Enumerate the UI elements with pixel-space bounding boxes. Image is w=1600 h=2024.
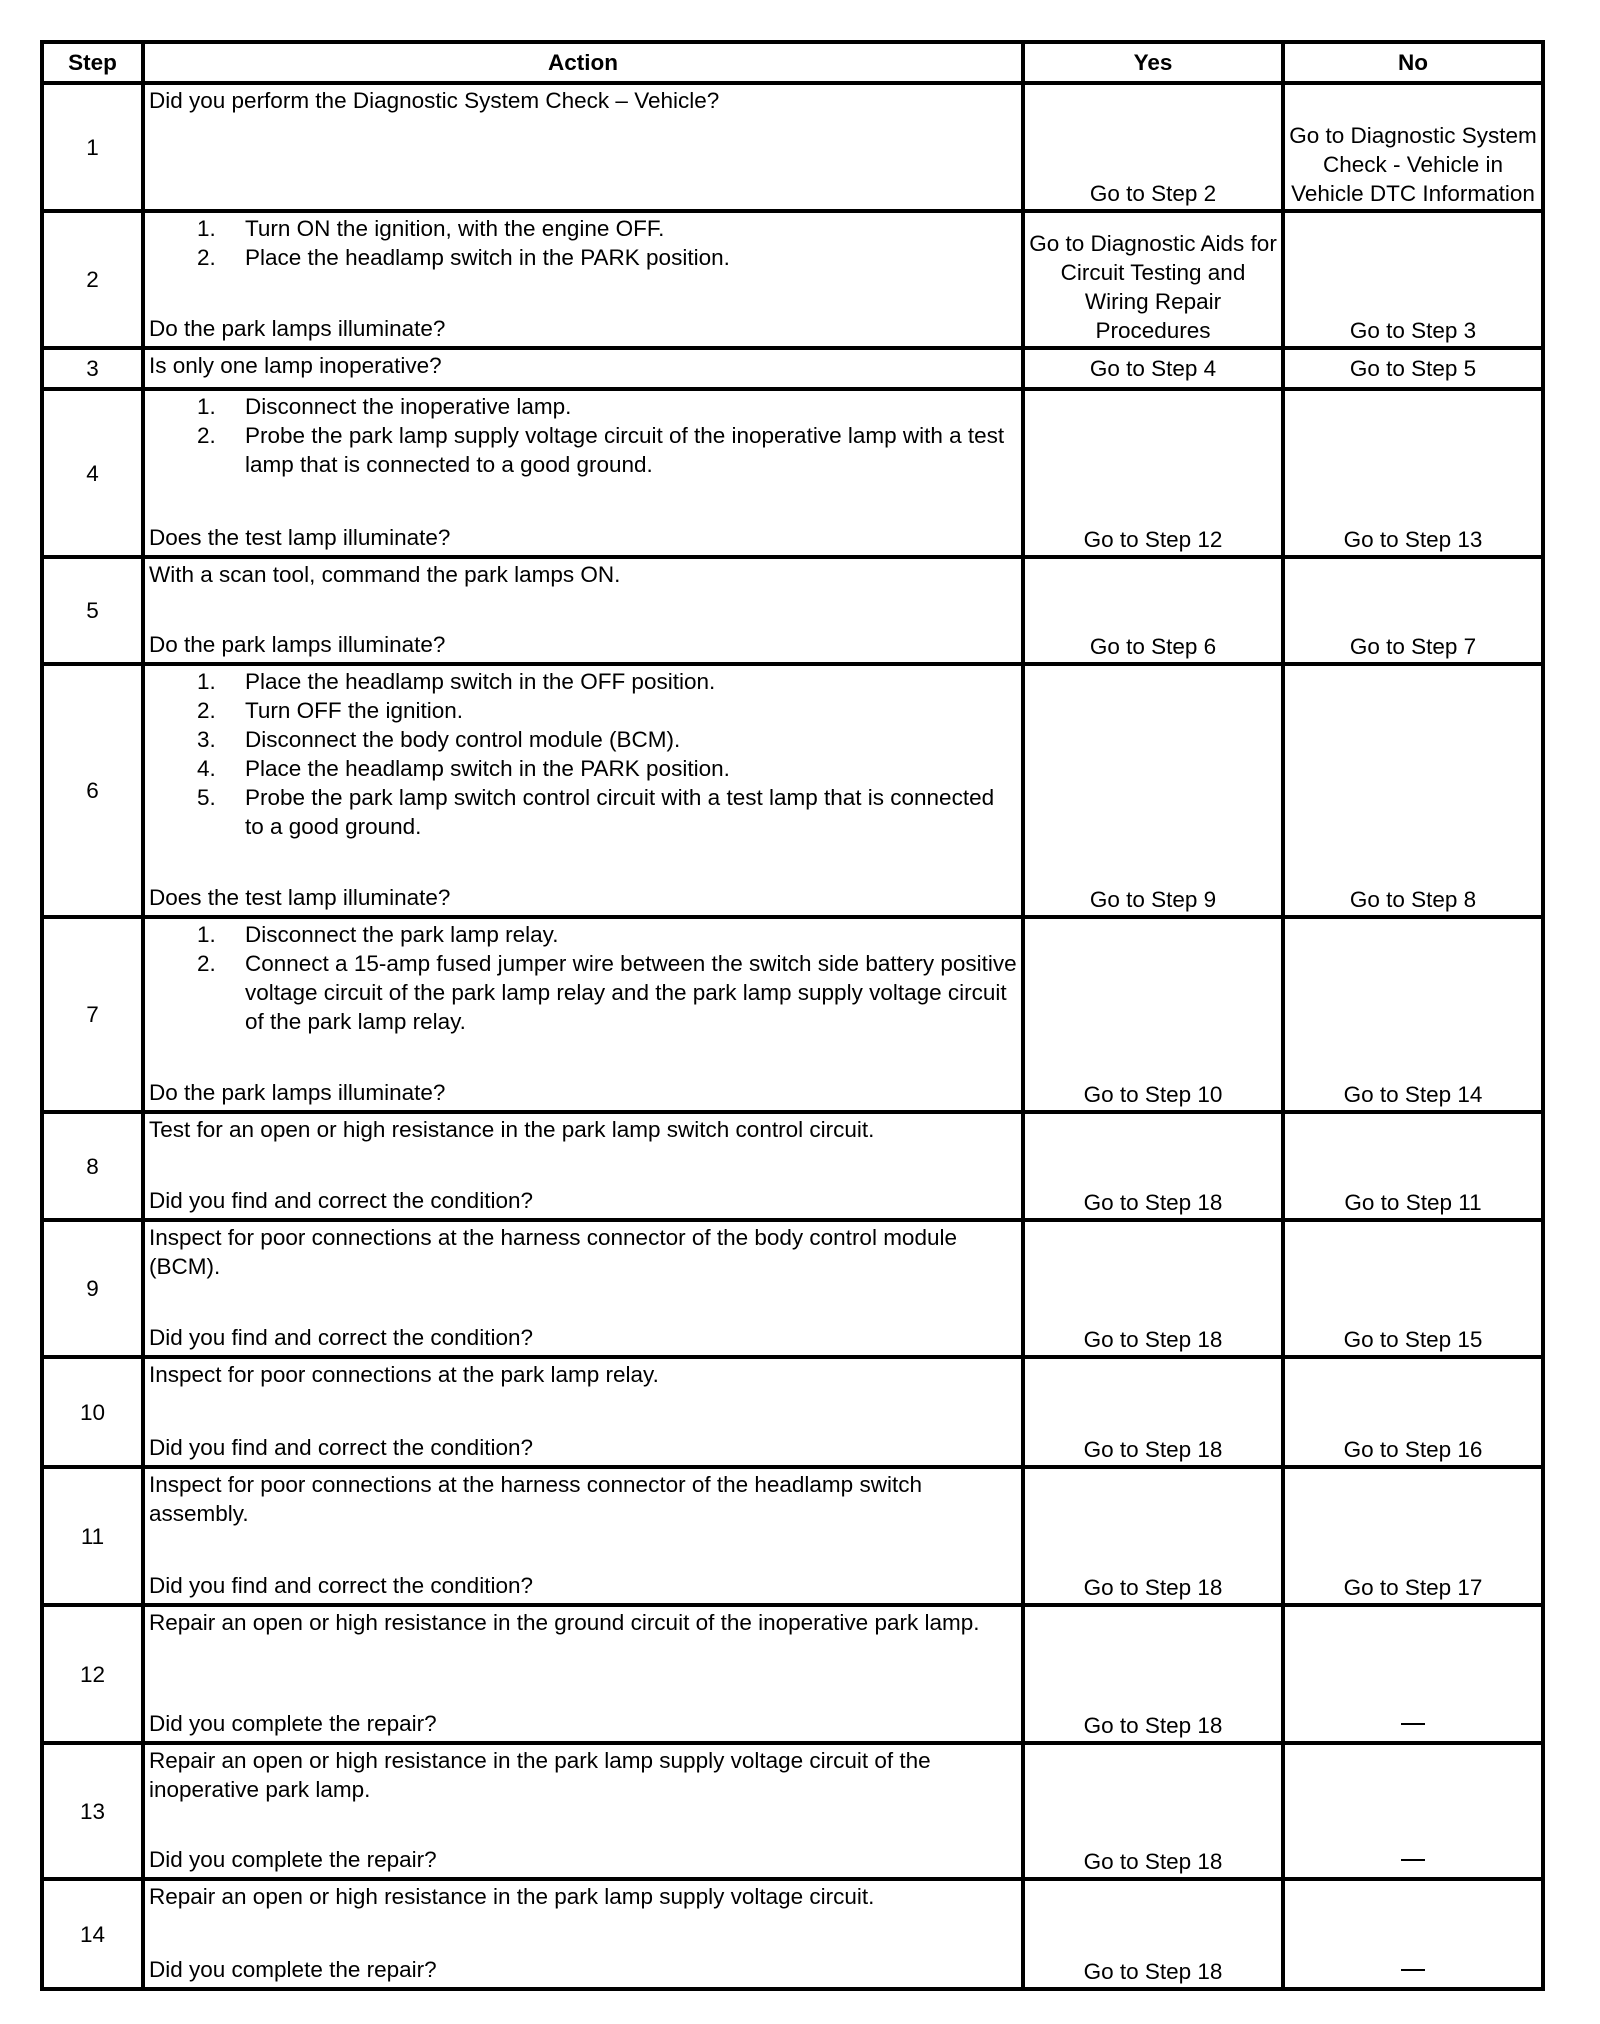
substep-text: Place the headlamp switch in the PARK position. [245, 756, 730, 781]
no-result [1283, 1605, 1543, 1743]
no-result: Go to Step 15 [1283, 1220, 1543, 1357]
substep-item [149, 696, 1019, 725]
action-instructions [149, 920, 1019, 1036]
table-row [42, 1357, 1543, 1467]
step-number: 6 [42, 664, 143, 917]
substep-item [149, 783, 1019, 841]
action-instructions [149, 1470, 1019, 1528]
yes-result: Go to Step 18 [1023, 1879, 1283, 1989]
table-row [42, 664, 1543, 917]
substep-text: Disconnect the park lamp relay. [245, 922, 559, 947]
not-applicable-dash [1401, 1969, 1425, 1971]
no-result: Go to Step 11 [1283, 1112, 1543, 1220]
substep-text: Place the headlamp switch in the OFF position. [245, 669, 716, 694]
substep-text: Disconnect the body control module (BCM). [245, 727, 681, 752]
step-number: 5 [42, 557, 143, 664]
substep-number: 1. [197, 922, 216, 947]
action-instructions [149, 1115, 1019, 1144]
action-content [149, 1222, 1019, 1353]
action-instructions [149, 1882, 1019, 1911]
action-question: Did you find and correct the condition? [149, 1325, 533, 1350]
substep-item [149, 214, 1019, 243]
action-instructions [149, 1608, 1019, 1637]
substep-text: Probe the park lamp supply voltage circuit of the inoperative lamp with a test lamp that is connected to a good ground. [245, 423, 1005, 477]
substep-number: 1. [197, 216, 216, 241]
no-result: Go to Step 7 [1283, 557, 1543, 664]
substep-text: Turn ON the ignition, with the engine OFF. [245, 216, 665, 241]
substep-number: 2. [197, 423, 216, 448]
action-instructions [149, 86, 1019, 115]
action-text: Test for an open or high resistance in the park lamp switch control circuit. [149, 1117, 875, 1142]
action-instructions [149, 214, 1019, 272]
no-result: Go to Step 8 [1283, 664, 1543, 917]
substep-number: 2. [197, 698, 216, 723]
table-row [42, 1112, 1543, 1220]
substep-number: 1. [197, 669, 216, 694]
action-question: Do the park lamps illuminate? [149, 632, 446, 657]
action-content [149, 85, 1019, 207]
action-content [149, 1114, 1019, 1216]
action-content [149, 213, 1019, 344]
action-cell [143, 389, 1023, 557]
yes-result: Go to Step 18 [1023, 1357, 1283, 1467]
action-cell [143, 557, 1023, 664]
action-instructions [149, 1746, 1019, 1804]
yes-result: Go to Step 18 [1023, 1220, 1283, 1357]
action-content [149, 559, 1019, 660]
action-content [149, 919, 1019, 1108]
step-number: 12 [42, 1605, 143, 1743]
substep-text: Disconnect the inoperative lamp. [245, 394, 572, 419]
action-instructions [149, 1223, 1019, 1281]
step-number: 11 [42, 1467, 143, 1605]
action-cell [143, 211, 1023, 348]
substep-number: 4. [197, 756, 216, 781]
yes-result: Go to Step 18 [1023, 1743, 1283, 1879]
substep-item [149, 243, 1019, 272]
substep-text: Turn OFF the ignition. [245, 698, 464, 723]
no-result: Go to Step 13 [1283, 389, 1543, 557]
action-content [149, 350, 1019, 385]
action-cell [143, 83, 1023, 211]
table-row [42, 1467, 1543, 1605]
substep-list [149, 392, 1019, 479]
action-cell [143, 1220, 1023, 1357]
action-cell [143, 1605, 1023, 1743]
action-instructions [149, 1360, 1019, 1389]
no-result: Go to Step 5 [1283, 348, 1543, 389]
yes-result: Go to Step 9 [1023, 664, 1283, 917]
action-cell [143, 1112, 1023, 1220]
header-yes: Yes [1023, 42, 1283, 83]
action-question: Did you find and correct the condition? [149, 1188, 533, 1213]
action-cell [143, 917, 1023, 1112]
substep-item [149, 754, 1019, 783]
table-row [42, 83, 1543, 211]
yes-result: Go to Step 4 [1023, 348, 1283, 389]
yes-result: Go to Step 2 [1023, 83, 1283, 211]
step-number: 4 [42, 389, 143, 557]
action-text: Is only one lamp inoperative? [149, 353, 442, 378]
table-row [42, 1879, 1543, 1989]
header-step: Step [42, 42, 143, 83]
action-cell [143, 664, 1023, 917]
action-text: Repair an open or high resistance in the park lamp supply voltage circuit of the inoperative park lamp. [149, 1748, 931, 1802]
substep-text: Connect a 15-amp fused jumper wire between the switch side battery positive voltage circuit of the park lamp relay and the park lamp supply voltage circuit of the park lamp relay. [245, 951, 1017, 1034]
no-result: Go to Step 14 [1283, 917, 1543, 1112]
action-question: Does the test lamp illuminate? [149, 525, 451, 550]
action-instructions [149, 351, 1019, 380]
substep-item [149, 421, 1019, 479]
step-number: 1 [42, 83, 143, 211]
action-content [149, 1359, 1019, 1463]
step-number: 9 [42, 1220, 143, 1357]
yes-result: Go to Step 18 [1023, 1605, 1283, 1743]
action-text: Did you perform the Diagnostic System Check – Vehicle? [149, 88, 720, 113]
no-result: Go to Step 17 [1283, 1467, 1543, 1605]
no-result: Go to Step 3 [1283, 211, 1543, 348]
substep-item [149, 920, 1019, 949]
header-action: Action [143, 42, 1023, 83]
action-content [149, 1745, 1019, 1875]
action-content [149, 1607, 1019, 1739]
table-row [42, 557, 1543, 664]
action-text: Repair an open or high resistance in the park lamp supply voltage circuit. [149, 1884, 875, 1909]
action-text: Inspect for poor connections at the harness connector of the body control module (BCM). [149, 1225, 957, 1279]
no-result [1283, 1743, 1543, 1879]
step-number: 3 [42, 348, 143, 389]
yes-result: Go to Diagnostic Aids for Circuit Testing and Wiring Repair Procedures [1023, 211, 1283, 348]
action-cell [143, 1467, 1023, 1605]
action-question: Did you complete the repair? [149, 1711, 437, 1736]
substep-number: 1. [197, 394, 216, 419]
action-content [149, 391, 1019, 553]
action-question: Did you complete the repair? [149, 1847, 437, 1872]
yes-result: Go to Step 6 [1023, 557, 1283, 664]
substep-item [149, 667, 1019, 696]
table-row [42, 1743, 1543, 1879]
action-instructions [149, 392, 1019, 479]
table-row [42, 1605, 1543, 1743]
table-row [42, 211, 1543, 348]
no-result: Go to Step 16 [1283, 1357, 1543, 1467]
action-instructions [149, 667, 1019, 841]
action-cell [143, 348, 1023, 389]
action-question: Did you find and correct the condition? [149, 1435, 533, 1460]
no-result: Go to Diagnostic System Check - Vehicle in Vehicle DTC Information [1283, 83, 1543, 211]
action-cell [143, 1357, 1023, 1467]
not-applicable-dash [1401, 1859, 1425, 1861]
substep-item [149, 725, 1019, 754]
action-text: Repair an open or high resistance in the ground circuit of the inoperative park lamp. [149, 1610, 980, 1635]
action-content [149, 1469, 1019, 1601]
action-content [149, 666, 1019, 913]
table-row [42, 389, 1543, 557]
action-question: Did you find and correct the condition? [149, 1573, 533, 1598]
step-number: 13 [42, 1743, 143, 1879]
yes-result: Go to Step 12 [1023, 389, 1283, 557]
substep-item [149, 392, 1019, 421]
step-number: 8 [42, 1112, 143, 1220]
substep-list [149, 920, 1019, 1036]
not-applicable-dash [1401, 1723, 1425, 1725]
action-content [149, 1881, 1019, 1985]
action-text: With a scan tool, command the park lamps ON. [149, 562, 621, 587]
action-question: Does the test lamp illuminate? [149, 885, 451, 910]
substep-item [149, 949, 1019, 1036]
diagnostic-procedure-table [40, 40, 1545, 1991]
substep-number: 3. [197, 727, 216, 752]
table-row [42, 1220, 1543, 1357]
yes-result: Go to Step 10 [1023, 917, 1283, 1112]
step-number: 14 [42, 1879, 143, 1989]
action-question: Do the park lamps illuminate? [149, 1080, 446, 1105]
action-text: Inspect for poor connections at the harness connector of the headlamp switch assembly. [149, 1472, 922, 1526]
substep-list [149, 214, 1019, 272]
substep-text: Probe the park lamp switch control circuit with a test lamp that is connected to a good ground. [245, 785, 995, 839]
substep-number: 2. [197, 951, 216, 976]
yes-result: Go to Step 18 [1023, 1112, 1283, 1220]
substep-number: 2. [197, 245, 216, 270]
action-question: Do the park lamps illuminate? [149, 316, 446, 341]
action-instructions [149, 560, 1019, 589]
action-question: Did you complete the repair? [149, 1957, 437, 1982]
table-row [42, 348, 1543, 389]
table-header [42, 42, 1543, 83]
action-cell [143, 1743, 1023, 1879]
no-result [1283, 1879, 1543, 1989]
header-row [42, 42, 1543, 83]
action-cell [143, 1879, 1023, 1989]
substep-number: 5. [197, 785, 216, 810]
step-number: 10 [42, 1357, 143, 1467]
table-row [42, 917, 1543, 1112]
header-no: No [1283, 42, 1543, 83]
substep-list [149, 667, 1019, 841]
step-number: 2 [42, 211, 143, 348]
table-body [42, 83, 1543, 1989]
yes-result: Go to Step 18 [1023, 1467, 1283, 1605]
step-number: 7 [42, 917, 143, 1112]
substep-text: Place the headlamp switch in the PARK position. [245, 245, 730, 270]
action-text: Inspect for poor connections at the park lamp relay. [149, 1362, 659, 1387]
